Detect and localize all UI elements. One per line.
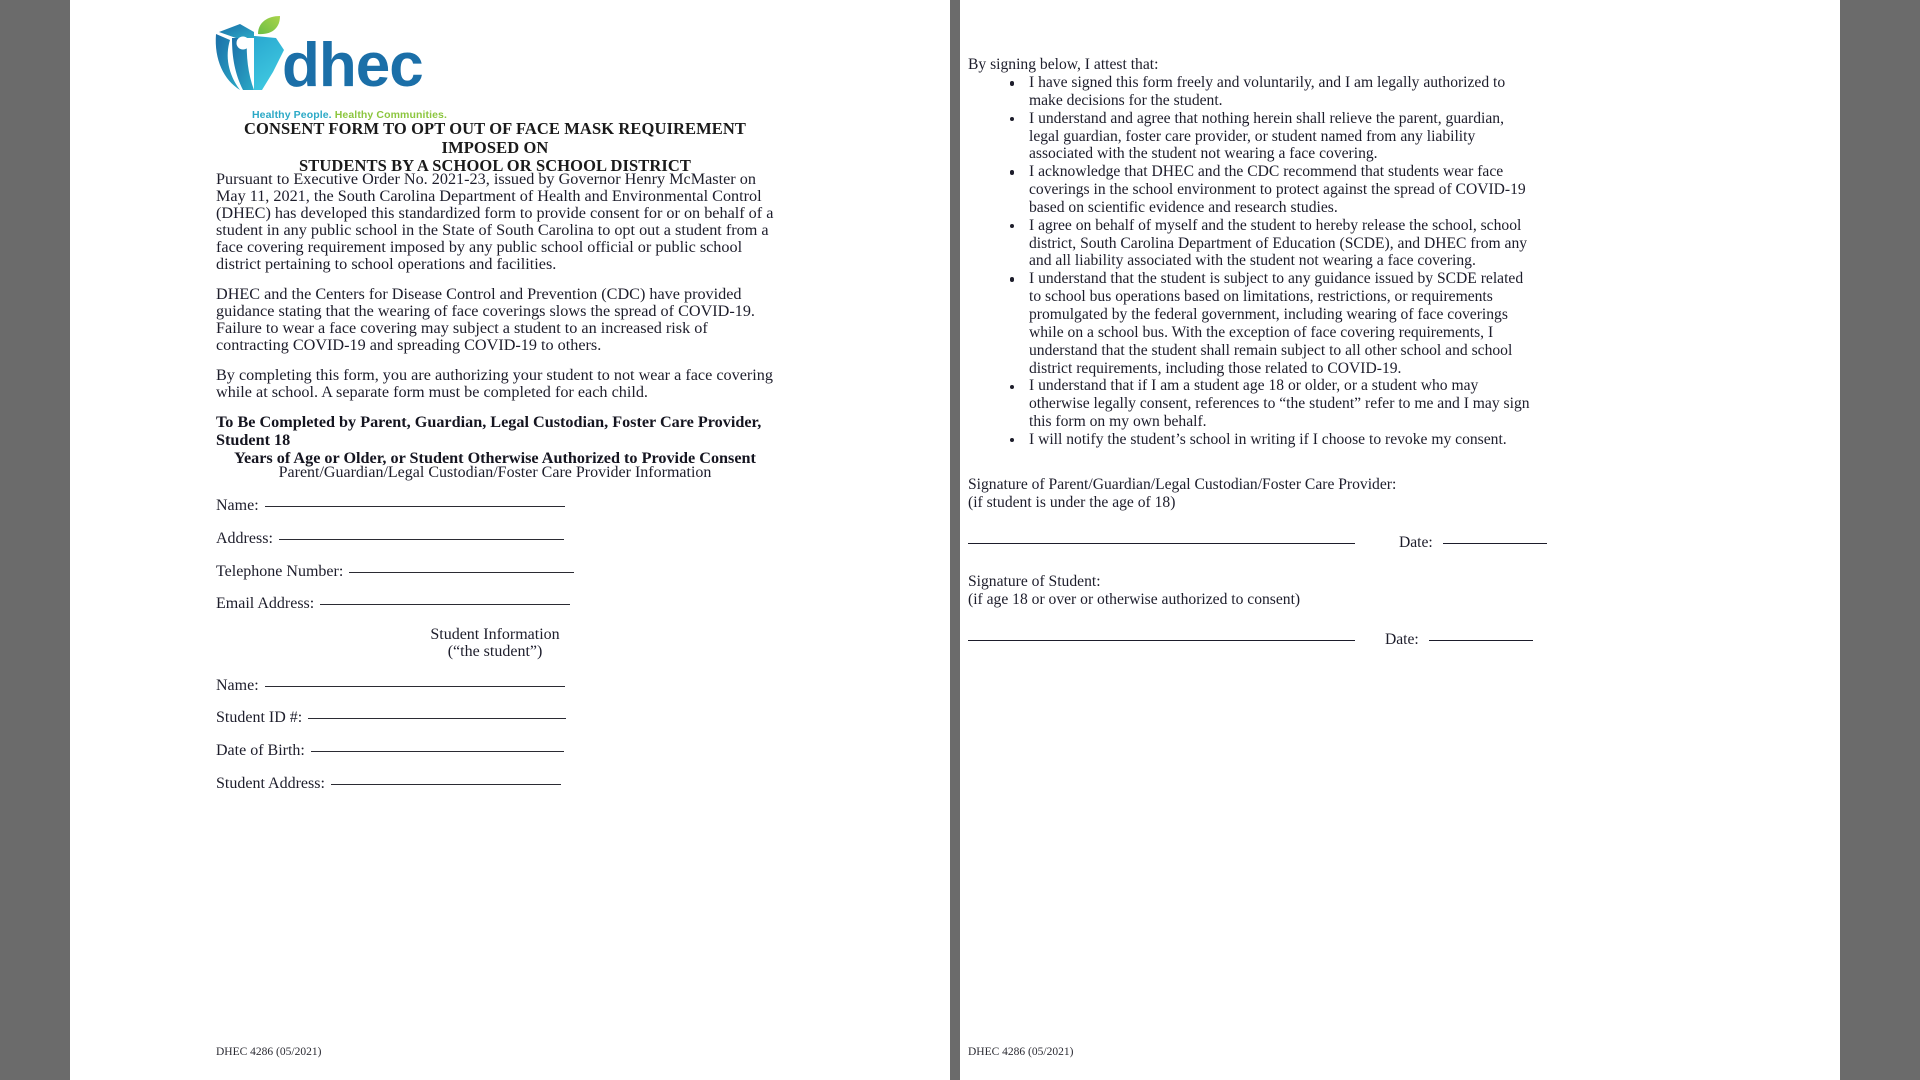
page-2 — [960, 0, 1840, 1080]
parent-telephone-field-row — [216, 563, 574, 581]
student-signature-input[interactable] — [968, 640, 1355, 641]
student-name-input[interactable] — [265, 686, 565, 687]
dhec-logo-icon — [210, 16, 480, 111]
attestation-bullet-list — [984, 74, 1536, 449]
list-item-text: I agree on behalf of myself and the student to hereby release the school, school district, South Carolina Department of Education (SCDE), and DHEC from any and all liability associated with the student not wearing a face covering. — [1029, 216, 1528, 270]
page-2-content — [960, 0, 1840, 1080]
list-item — [984, 377, 1536, 431]
parent-signature-label-line-2: (if student is under the age of 18) — [968, 493, 1176, 511]
student-signature-labels — [968, 573, 1568, 608]
parent-address-input[interactable] — [279, 539, 564, 540]
bullet-dot-icon — [1010, 170, 1014, 174]
list-item-text: I have signed this form freely and voluntarily, and I am legally authorized to make decisions for the student. — [1029, 74, 1506, 109]
parent-address-label: Address: — [216, 530, 273, 547]
parent-email-label: Email Address: — [216, 595, 315, 612]
parent-name-label: Name: — [216, 497, 259, 514]
svg-text:dhec: dhec — [282, 31, 423, 100]
paragraph-by-completing: By completing this form, you are authorizing your student to not wear a face covering while at school. A separate form must be completed for each child. — [216, 366, 773, 401]
parent-date-input[interactable] — [1443, 543, 1547, 544]
logo-tagline-part2: Healthy Communities. — [334, 109, 448, 121]
student-address-label: Student Address: — [216, 775, 325, 792]
list-item — [984, 431, 1536, 449]
student-name-label: Name: — [216, 677, 259, 694]
list-item — [984, 217, 1536, 271]
parent-section-heading: Parent/Guardian/Legal Custodian/Foster Care Provider Information — [278, 464, 712, 481]
footer-form-id-page-1: DHEC 4286 (05/2021) — [216, 1046, 322, 1058]
page-title-line-2: STUDENTS BY A SCHOOL OR SCHOOL DISTRICT — [298, 156, 692, 176]
parent-telephone-label: Telephone Number: — [216, 563, 344, 580]
student-dob-input[interactable] — [311, 751, 564, 752]
left-gutter — [0, 0, 70, 1080]
parent-signature-input[interactable] — [968, 543, 1355, 544]
bullet-dot-icon — [1010, 438, 1014, 442]
list-item-text: I understand and agree that nothing herein shall relieve the parent, guardian, legal guardian, foster care provider, or student named from any liability associated with the student not wearing a face covering. — [1029, 109, 1504, 163]
student-id-label: Student ID #: — [216, 709, 303, 726]
parent-address-field-row — [216, 530, 564, 548]
section-heading-line-2: Years of Age or Older, or Student Otherwise Authorized to Provide Consent — [234, 448, 756, 467]
student-section-heading-line-1: Student Information — [430, 626, 560, 643]
section-heading-line-1: To Be Completed by Parent, Guardian, Legal Custodian, Foster Care Provider, Student 18 — [216, 413, 762, 449]
page-title — [210, 120, 780, 176]
logo-tagline-part1: Healthy People. — [252, 109, 332, 121]
dhec-logo — [210, 16, 480, 126]
parent-signature-line-row — [968, 534, 1547, 552]
page-divider — [950, 0, 960, 1080]
list-item-text: I will notify the student’s school in writing if I choose to revoke my consent. — [1029, 430, 1507, 448]
student-date-label: Date: — [1385, 631, 1419, 648]
student-address-input[interactable] — [331, 784, 561, 785]
student-signature-line-row — [968, 631, 1533, 649]
list-item — [984, 110, 1536, 164]
student-signature-label-line-1: Signature of Student: — [968, 573, 1101, 590]
bullet-dot-icon — [1010, 224, 1014, 228]
student-id-field-row — [216, 709, 566, 727]
student-date-input[interactable] — [1429, 640, 1533, 641]
student-section-heading — [216, 627, 774, 661]
bullet-dot-icon — [1010, 81, 1014, 85]
parent-signature-label-line-1: Signature of Parent/Guardian/Legal Custodian/Foster Care Provider: — [968, 476, 1397, 493]
parent-signature-labels — [968, 476, 1568, 511]
bullet-dot-icon — [1010, 385, 1014, 389]
attestation-lead: By signing below, I attest that: — [968, 56, 1159, 73]
student-section-heading-line-2: (“the student”) — [447, 642, 543, 660]
list-item — [984, 163, 1536, 217]
student-name-field-row — [216, 677, 565, 695]
parent-name-field-row — [216, 497, 565, 515]
parent-date-label: Date: — [1399, 534, 1433, 551]
student-id-input[interactable] — [308, 718, 566, 719]
student-address-field-row — [216, 775, 561, 793]
list-item — [984, 270, 1536, 377]
student-dob-label: Date of Birth: — [216, 742, 305, 759]
paragraph-dhec-cdc: DHEC and the Centers for Disease Control and Prevention (CDC) have provided guidance stating that the wearing of face coverings slows the spread of COVID-19. Failure to wear a face covering may subject a student to an increased risk of contracting COVID-19 and spreading COVID-19 to others. — [216, 285, 755, 354]
student-signature-label-line-2: (if age 18 or over or otherwise authorized to consent) — [968, 590, 1301, 608]
parent-telephone-input[interactable] — [349, 572, 574, 573]
bullet-dot-icon — [1010, 277, 1014, 281]
footer-form-id-page-2: DHEC 4286 (05/2021) — [968, 1046, 1074, 1058]
parent-email-input[interactable] — [320, 604, 570, 605]
list-item-text: I understand that the student is subject to any guidance issued by SCDE related to school bus operations based on limitations, restrictions, or requirements promulgated by the federal government, including wearing of face coverings while on a school bus. With the exception of face covering requirements, I understand that the student shall remain subject to all other school and school district requirements, including those related to COVID-19. — [1029, 270, 1524, 377]
student-dob-field-row — [216, 742, 564, 760]
paragraph-pursuant: Pursuant to Executive Order No. 2021-23, issued by Governor Henry McMaster on May 11, 2021, the South Carolina Department of Health and Environmental Control (DHEC) has developed this standardized form to provide consent for or on behalf of a student in any public school in the State of South Carolina to opt out a student from a face covering requirement imposed by any public school official or public school district pertaining to school operations and facilities. — [216, 170, 774, 273]
list-item-text: I understand that if I am a student age 18 or older, or a student who may otherwise legally consent, references to “the student” refer to me and I may sign this form on my own behalf. — [1029, 377, 1530, 431]
right-gutter — [1840, 0, 1920, 1080]
parent-name-input[interactable] — [265, 506, 565, 507]
parent-email-field-row — [216, 595, 570, 613]
list-item-text: I acknowledge that DHEC and the CDC recommend that students wear face coverings in the school environment to protect against the spread of COVID-19 based on scientific evidence and research studies. — [1029, 163, 1526, 216]
page-title-line-1: CONSENT FORM TO OPT OUT OF FACE MASK REQUIREMENT IMPOSED ON — [244, 119, 746, 157]
page-1 — [70, 0, 950, 1080]
section-heading-to-be-completed — [216, 414, 774, 467]
list-item — [984, 74, 1536, 110]
bullet-dot-icon — [1010, 117, 1014, 121]
